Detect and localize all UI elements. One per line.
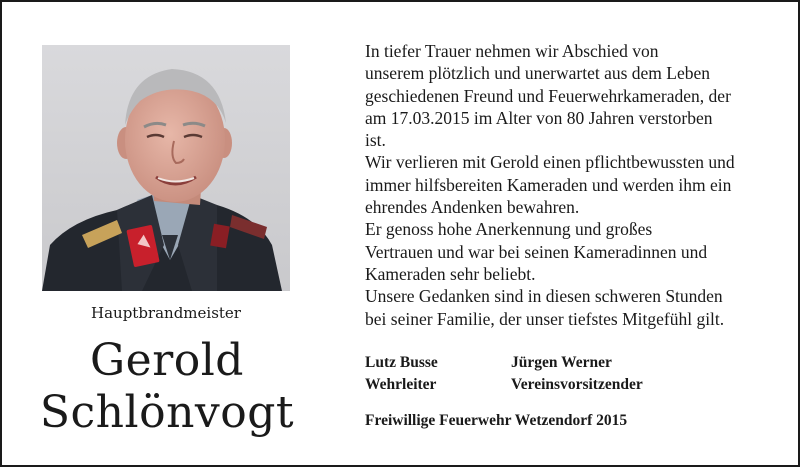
text-line: bei seiner Familie, der unser tiefstes Mitgefühl gilt. (365, 308, 725, 329)
text-line: unserem plötzlich und unerwartet aus dem Leben (365, 63, 711, 84)
portrait-photo (42, 45, 290, 291)
first-name: Gerold (90, 335, 244, 386)
text-line: Wir verlieren mit Gerold einen pflichtbewussten und (365, 152, 735, 173)
signatory-2 (511, 352, 643, 396)
text-line: Vertrauen und war bei seinen Kameradinnen und (365, 241, 708, 262)
text-line: Unsere Gedanken sind in diesen schweren Stunden (365, 286, 723, 307)
rank-title: Hauptbrandmeister (91, 304, 241, 322)
text-line: Kameraden sehr beliebt. (365, 263, 536, 284)
organization-name: Freiwillige Feuerwehr Wetzendorf 2015 (365, 412, 628, 429)
text-line: immer hilfsbereiten Kameraden und werden ihm ein (365, 174, 732, 195)
signatory-name: Jürgen Werner (511, 354, 612, 371)
obituary-text (365, 40, 785, 330)
signatory-role: Vereinsvorsitzender (511, 376, 643, 393)
text-line: ist. (365, 130, 386, 151)
text-line: am 17.03.2015 im Alter von 80 Jahren verstorben (365, 107, 713, 128)
text-line: Er genoss hohe Anerkennung und großes (365, 219, 653, 240)
signatory-role: Wehrleiter (365, 376, 437, 393)
text-line: ehrendes Andenken bewahren. (365, 197, 580, 218)
text-line: In tiefer Trauer nehmen wir Abschied von (365, 41, 659, 61)
last-name: Schlönvogt (39, 387, 295, 438)
signatory-1 (365, 352, 438, 396)
signatory-name: Lutz Busse (365, 354, 438, 371)
text-line: geschiedenen Freund und Feuerwehrkameraden, der (365, 85, 731, 106)
portrait-image (42, 45, 290, 291)
